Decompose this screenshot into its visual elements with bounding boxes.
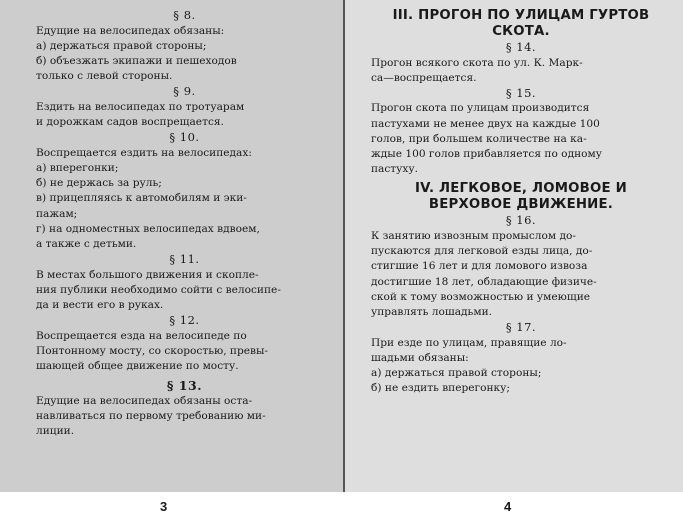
text-line: б) не ездить вперегонку;	[371, 382, 510, 395]
text-line: пажам;	[36, 207, 78, 220]
section-9-text	[36, 100, 333, 130]
text-line: Едущие на велосипедах обязаны:	[36, 24, 225, 37]
text-line: При езде по улицам, правящие ло-	[371, 336, 567, 349]
text-line: Едущие на велосипедах обязаны оста-	[36, 394, 253, 407]
text-line: са—воспрещается.	[371, 71, 477, 84]
text-line: г) на одноместных велосипедах вдвоем,	[36, 222, 260, 235]
text-line: К занятию извозным промыслом до-	[371, 229, 576, 242]
section-9-heading: § 9.	[173, 84, 196, 99]
page-number-left: 3	[160, 499, 168, 514]
section-15-text	[371, 101, 671, 177]
left-page	[0, 0, 343, 492]
text-line: Ездить на велосипедах по тротуарам	[36, 100, 245, 113]
text-line: б) объезжать экипажи и пешеходов	[36, 54, 237, 67]
section-10-heading: § 10.	[169, 130, 200, 145]
right-page	[345, 0, 683, 492]
section-8-heading: § 8.	[173, 8, 196, 22]
section-13-heading: § 13.	[166, 378, 203, 394]
text-line: пускаются для легковой езды лица, до-	[371, 245, 593, 258]
section-16-text	[371, 229, 671, 320]
section-3-title	[371, 8, 671, 40]
text-line: да и вести его в руках.	[36, 299, 164, 312]
text-line: Воспрещается ездить на велосипедах:	[36, 146, 252, 159]
text-line: лиции.	[36, 425, 75, 438]
text-line: б) не держась за руль;	[36, 177, 162, 190]
text-line: и дорожкам садов воспрещается.	[36, 116, 224, 129]
text-line: а) держаться правой стороны;	[36, 39, 207, 52]
text-line: Прогон скота по улицам производится	[371, 102, 590, 115]
footer-strip	[0, 492, 683, 520]
text-line: только с левой стороны.	[36, 70, 173, 83]
text-line: управлять лошадьми.	[371, 305, 492, 318]
text-line: пастухами не менее двух на каждые 100	[371, 117, 600, 130]
text-line: Воспрещается езда на велосипеде по	[36, 329, 247, 342]
text-line: шадьми обязаны:	[371, 351, 469, 364]
title-line: ВЕРХОВОЕ ДВИЖЕНИЕ.	[428, 197, 614, 213]
text-line: в) прицепляясь к автомобилям и эки-	[36, 192, 247, 205]
text-line: стигшие 16 лет и для ломового извоза	[371, 260, 588, 273]
section-12-text	[36, 329, 333, 375]
text-line: а) держаться правой стороны;	[371, 367, 542, 380]
text-line: ской к тому возможностью и умеющие	[371, 290, 591, 303]
text-line: достигшие 18 лет, обладающие физиче-	[371, 275, 597, 288]
section-17-text	[371, 336, 671, 397]
text-line: В местах большого движения и скопле-	[36, 268, 259, 281]
section-4-title	[371, 181, 671, 213]
text-line: Прогон всякого скота по ул. К. Марк-	[371, 56, 583, 69]
text-line: а) вперегонки;	[36, 161, 119, 174]
text-line: Понтонному мосту, со скоростью, превы-	[36, 344, 269, 357]
section-17-heading: § 17.	[505, 320, 537, 335]
section-15-heading: § 15.	[505, 85, 537, 100]
section-12-heading: § 12.	[169, 313, 200, 328]
section-10-text	[36, 146, 333, 252]
section-13-text	[36, 394, 333, 440]
text-line: ждые 100 голов прибавляется по одному	[371, 148, 602, 161]
page-number-right: 4	[504, 499, 512, 514]
title-line: IV. ЛЕГКОВОЕ, ЛОМОВОЕ И	[415, 181, 627, 197]
section-14-heading: § 14.	[505, 40, 537, 54]
title-line: III. ПРОГОН ПО УЛИЦАМ ГУРТОВ	[392, 8, 650, 23]
text-line: голов, при большем количестве на ка-	[371, 132, 587, 145]
text-line: пастуху.	[371, 163, 418, 176]
section-11-heading: § 11.	[169, 252, 200, 267]
text-line: ния публики необходимо сойти с велосипе-	[36, 283, 281, 296]
text-line: а также с детьми.	[36, 237, 137, 250]
section-8-text	[36, 24, 333, 85]
text-line: шающей общее движение по мосту.	[36, 360, 239, 373]
section-11-text	[36, 268, 333, 314]
section-14-text	[371, 56, 671, 86]
section-16-heading: § 16.	[505, 213, 537, 228]
title-line: СКОТА.	[492, 24, 550, 39]
text-line: навливаться по первому требованию ми-	[36, 410, 266, 423]
